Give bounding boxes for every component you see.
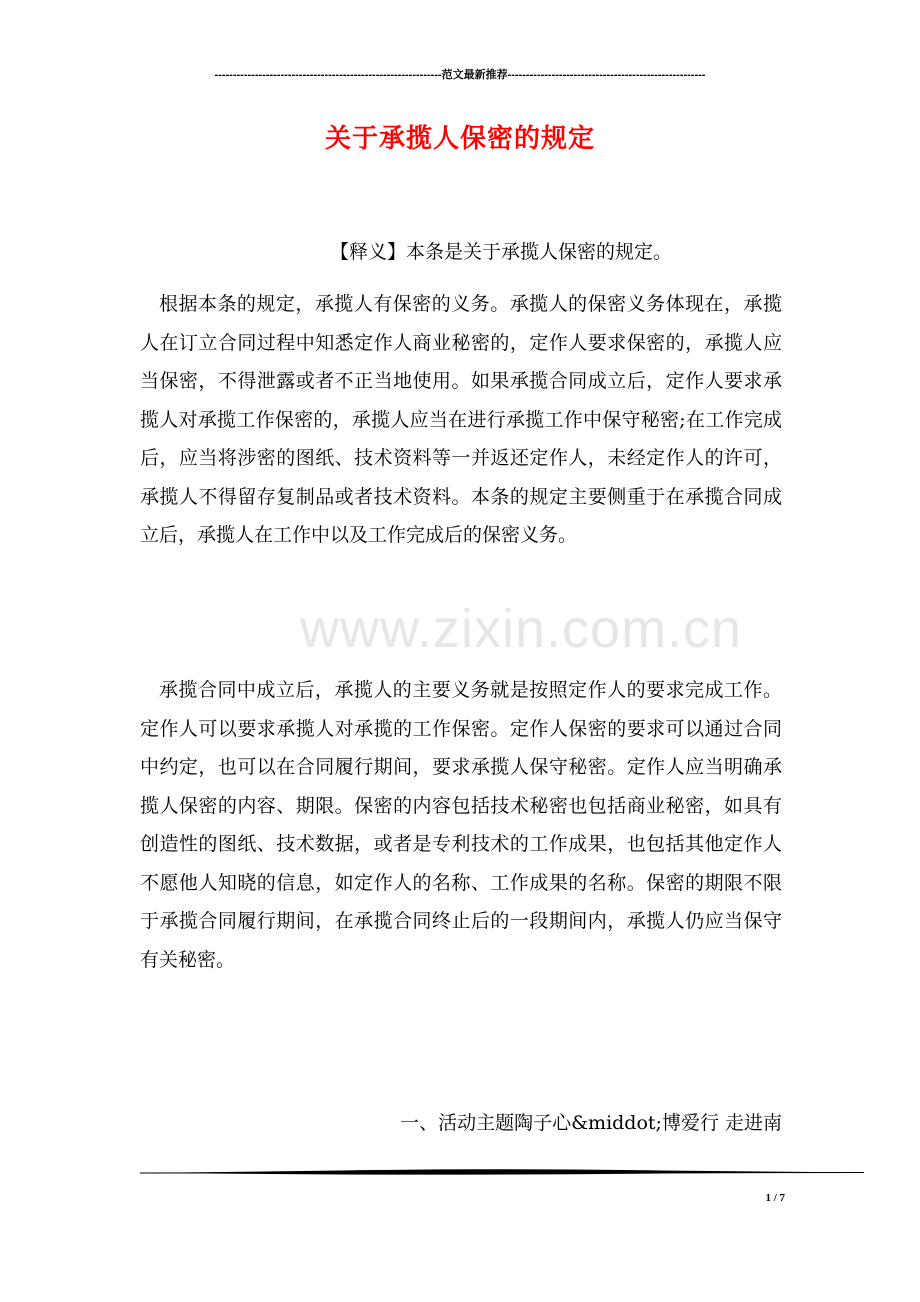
body-paragraph-2: 承揽合同中成立后，承揽人的主要义务就是按照定作人的要求完成工作。定作人可以要求承揽人对承揽的工作保密。定作人保密的要求可以通过合同中约定，也可以在合同履行期间，要求承揽人保守秘密。定作人应当明确承揽人保密的内容、期限。保密的内容包括技术秘密也包括商业秘密，如具有创造性的图纸、技术数据，或者是专利技术的工作成果，也包括其他定作人不愿他人知晓的信息，如定作人的名称、工作成果的名称。保密的期限不限于承揽合同履行期间，在承揽合同终止后的一段期间内，承揽人仍应当保守有关秘密。 [140,679,782,971]
footer-rule [140,1166,864,1178]
interpretation-line: 【释义】本条是关于承揽人保密的规定。 [330,241,673,263]
document-title: 关于承揽人保密的规定 [324,124,595,154]
page-number: 1 / 7 [765,1192,785,1204]
page-header-banner: --------------------------------------------------------------范文最新推荐------------------------------------------------------ [214,69,706,81]
body-paragraph-1: 根据本条的规定，承揽人有保密的义务。承揽人的保密义务体现在，承揽人在订立合同过程中知悉定作人商业秘密的，定作人要求保密的，承揽人应当保密，不得泄露或者不正当地使用。如果承揽合同成立后，定作人要求承揽人对承揽工作保密的，承揽人应当在进行承揽工作中保守秘密;在工作完成后，应当将涉密的图纸、技术资料等一并返还定作人，未经定作人的许可，承揽人不得留存复制品或者技术资料。本条的规定主要侧重于在承揽合同成立后，承揽人在工作中以及工作完成后的保密义务。 [140,293,782,546]
watermark-text: www.zixin.com.cn [300,599,743,659]
activity-heading: 一、活动主题陶子心&middot;博爱行 走进南 [400,1112,782,1134]
